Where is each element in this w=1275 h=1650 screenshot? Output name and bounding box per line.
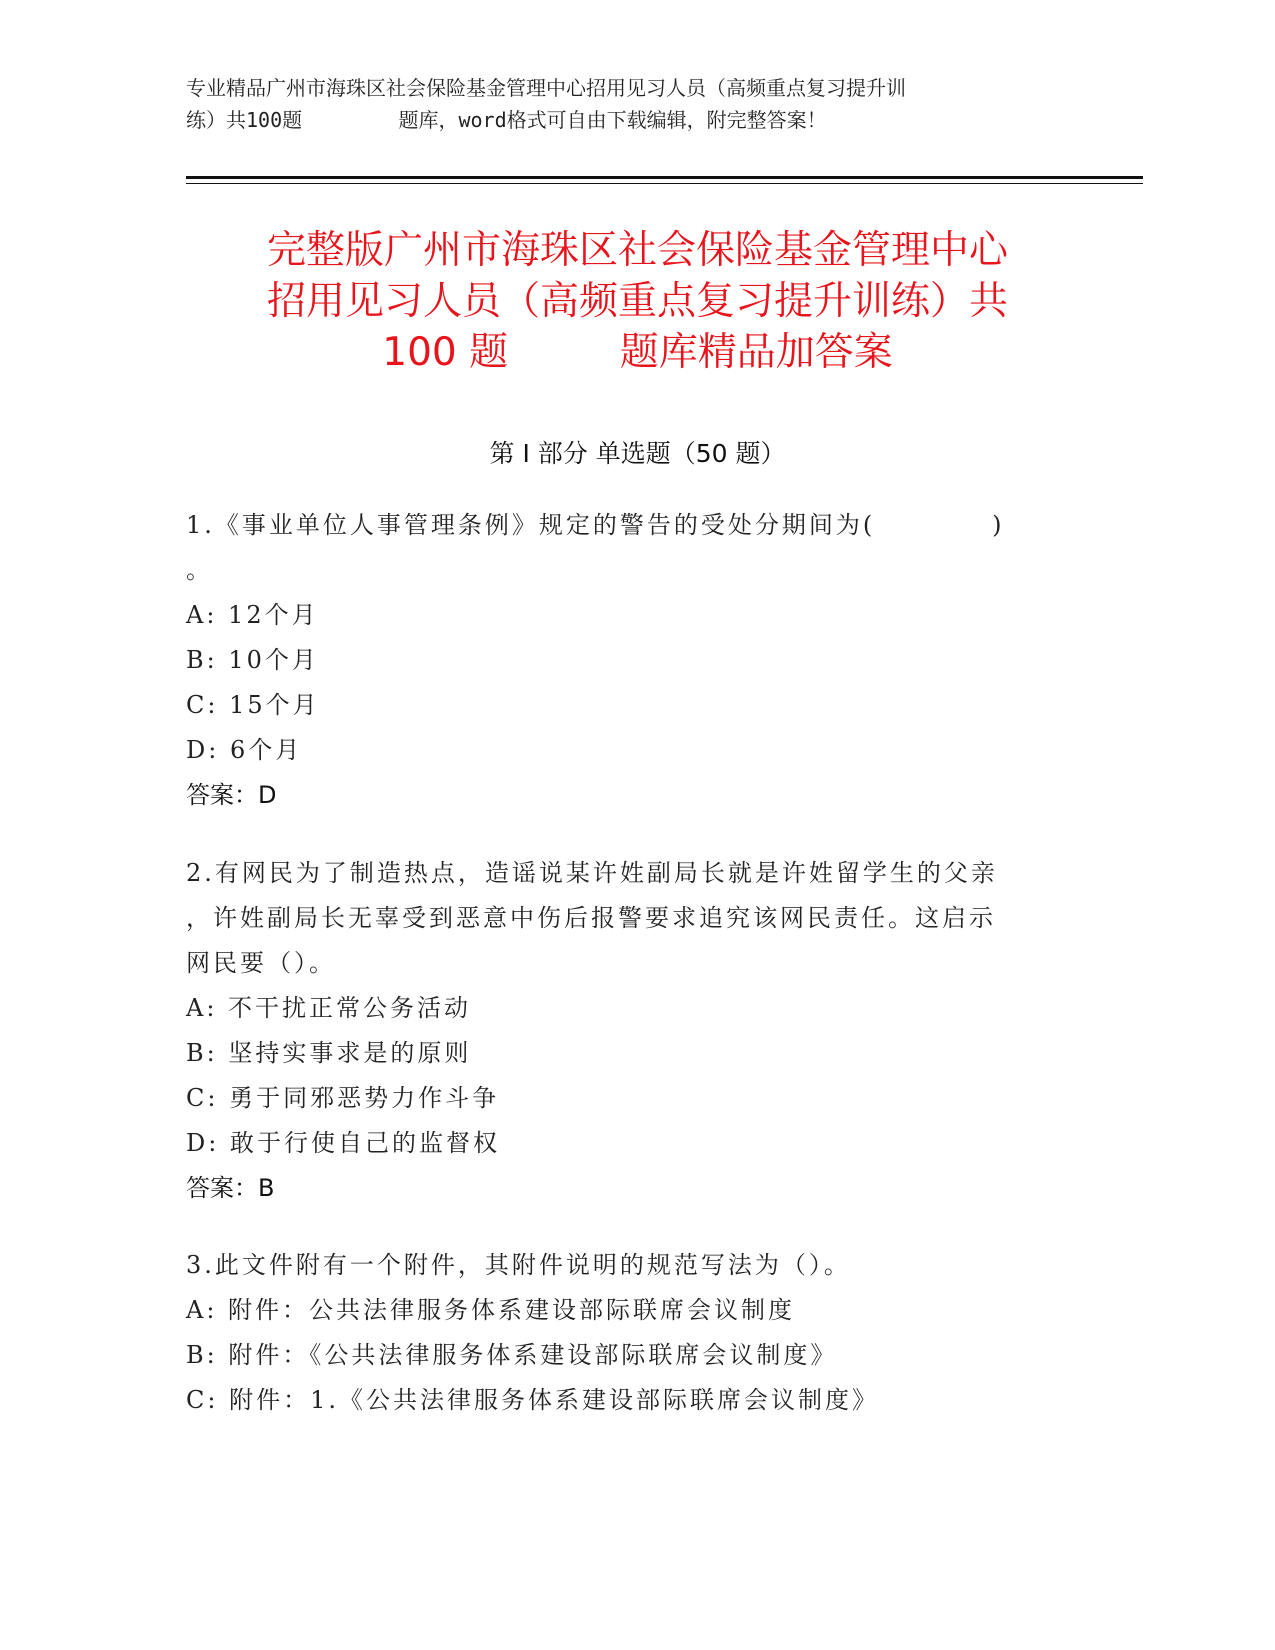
question-stem-line: 1.《事业单位人事管理条例》规定的警告的受处分期间为( ) xyxy=(186,511,1005,539)
header-line: 练）共100题 题库，word格式可自由下载编辑，附完整答案！ xyxy=(186,108,827,132)
question-stem-line: 。 xyxy=(186,556,213,584)
option-d: D: 6个月 xyxy=(186,736,303,764)
option-a: A: 不干扰正常公务活动 xyxy=(186,994,472,1022)
option-a: A: 附件：公共法律服务体系建设部际联席会议制度 xyxy=(186,1296,796,1324)
question-3 xyxy=(186,1243,1091,1423)
option-c: C: 附件：1.《公共法律服务体系建设部际联席会议制度》 xyxy=(186,1386,879,1414)
option-b: B: 10个月 xyxy=(186,646,319,674)
header-divider-thin xyxy=(186,183,1143,184)
option-d: D: 敢于行使自己的监督权 xyxy=(186,1129,500,1157)
header-divider-thick xyxy=(186,176,1143,179)
option-a: A: 12个月 xyxy=(186,601,319,629)
title-line: 100 题 题库精品加答案 xyxy=(382,330,893,375)
page-title xyxy=(180,225,1095,378)
answer-line: 答案：D xyxy=(186,781,277,809)
document-header xyxy=(186,72,1091,136)
question-1 xyxy=(186,503,1091,818)
header-line: 专业精品广州市海珠区社会保险基金管理中心招用见习人员（高频重点复习提升训 xyxy=(186,76,906,100)
option-c: C: 15个月 xyxy=(186,691,320,719)
option-b: B: 附件：《公共法律服务体系建设部际联席会议制度》 xyxy=(186,1341,838,1369)
question-stem-line: 3.此文件附有一个附件，其附件说明的规范写法为（）。 xyxy=(186,1251,851,1279)
question-2 xyxy=(186,851,1091,1211)
section-heading: 第 I 部分 单选题（50 题） xyxy=(489,439,786,468)
answer-line: 答案：B xyxy=(186,1174,275,1202)
title-line: 完整版广州市海珠区社会保险基金管理中心 xyxy=(266,228,1008,273)
question-stem-line: ，许姓副局长无辜受到恶意中伤后报警要求追究该网民责任。这启示 xyxy=(186,904,996,932)
option-c: C: 勇于同邪恶势力作斗争 xyxy=(186,1084,500,1112)
option-b: B: 坚持实事求是的原则 xyxy=(186,1039,472,1067)
question-stem-line: 网民要（）。 xyxy=(186,949,336,977)
title-line: 招用见习人员（高频重点复习提升训练）共 xyxy=(266,279,1008,324)
question-stem-line: 2.有网民为了制造热点，造谣说某许姓副局长就是许姓留学生的父亲 xyxy=(186,859,998,887)
